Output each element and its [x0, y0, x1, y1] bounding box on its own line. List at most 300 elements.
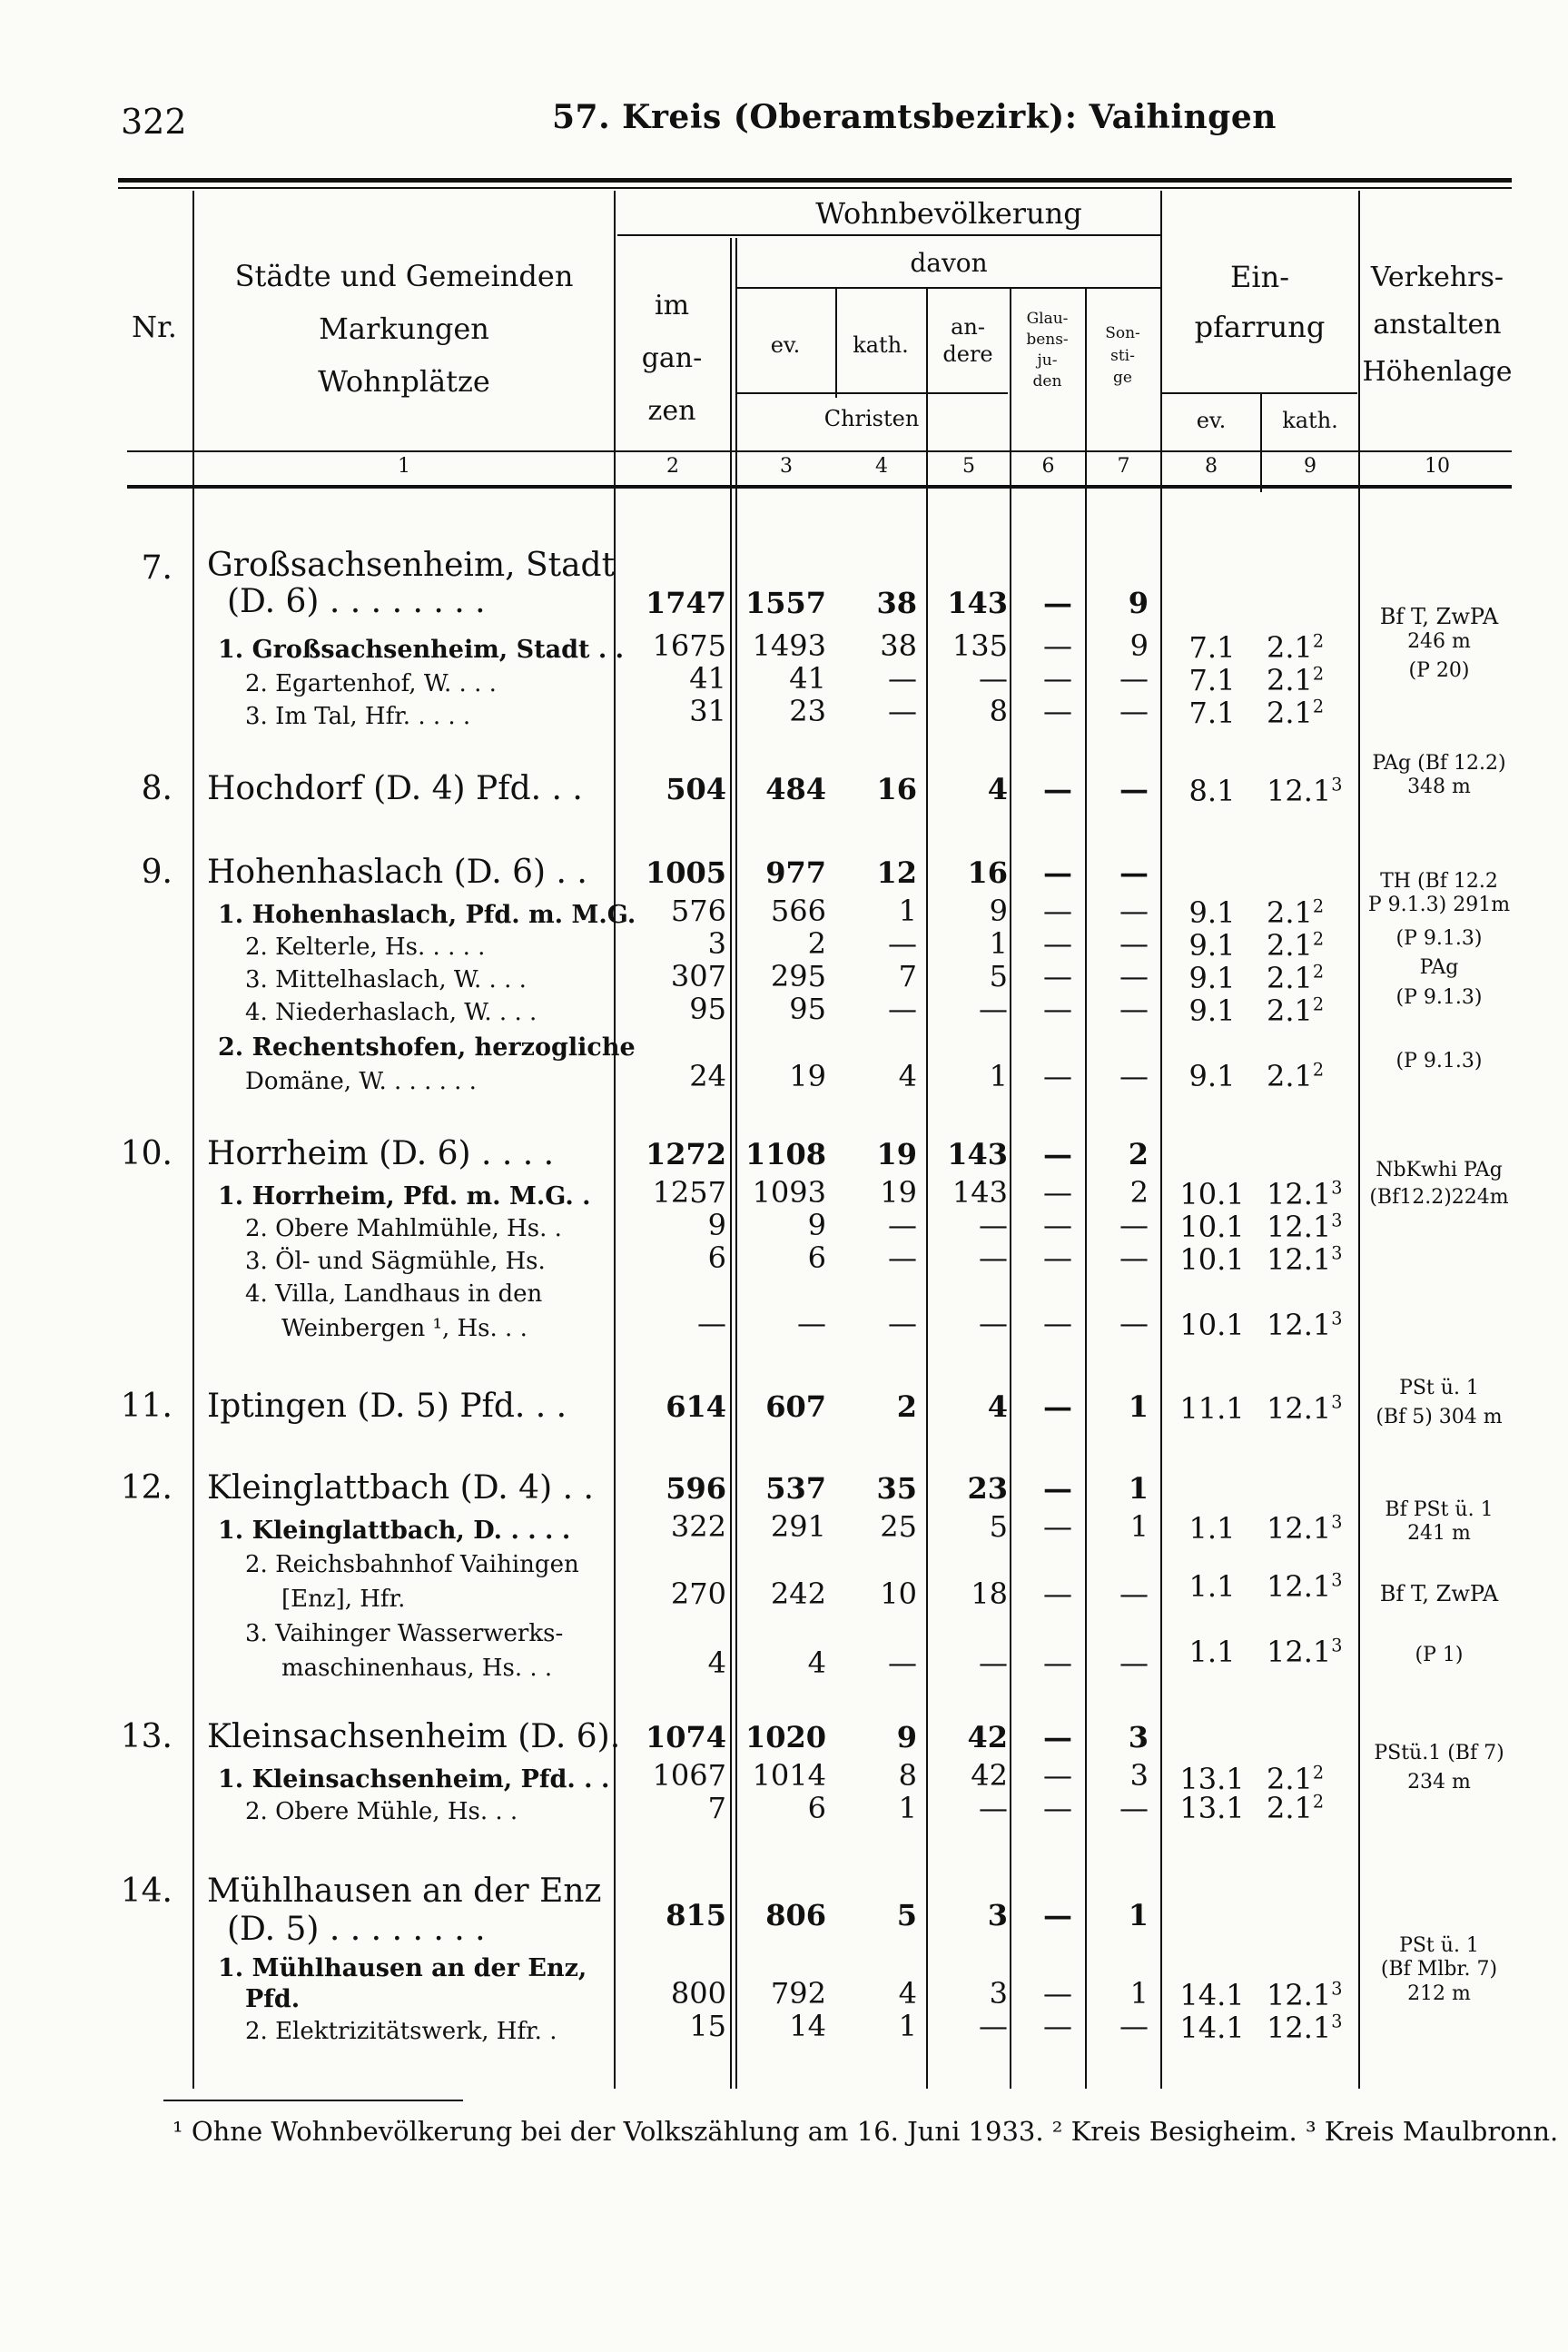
einpf-kath-value: 2.1 [1267, 928, 1313, 963]
footnote-ref: 2 [1312, 961, 1325, 983]
cell-juden: — [1043, 2009, 1072, 2043]
einpf-kath-value: 12.1 [1267, 1569, 1332, 1604]
cell-einpf-kath [1267, 774, 1362, 808]
cell-ev: 607 [765, 1389, 826, 1424]
verkehr-l3: 212 m [1407, 1981, 1471, 2005]
cell-sonstige: — [1119, 855, 1149, 890]
cell-juden: — [1043, 1137, 1072, 1171]
cell-im-ganzen: 576 [670, 894, 726, 928]
cell-einpf-ev: 13.1 [1179, 1762, 1245, 1796]
gemeinde-name: Hochdorf (D. 4) Pfd. . . [207, 770, 583, 807]
cell-ev: 1014 [752, 1758, 826, 1793]
cell-sonstige: — [1119, 1240, 1149, 1275]
cell-kath: 10 [880, 1576, 917, 1611]
cell-andere: 135 [952, 628, 1008, 663]
wohnplatz-name-cont: [Enz], Hfr. [281, 1586, 406, 1613]
wohnplatz-name-cont: Weinbergen ¹, Hs. . . [281, 1315, 528, 1342]
cell-ev: 41 [789, 661, 826, 696]
cell-juden: — [1043, 1976, 1072, 2011]
cell-kath: 1 [898, 1791, 917, 1825]
cell-im-ganzen: 800 [670, 1976, 726, 2011]
cell-einpf-kath [1267, 2011, 1362, 2045]
header-im-ganzen-l3: zen [647, 395, 696, 427]
header-im-ganzen [617, 280, 726, 438]
cell-juden: — [1043, 1758, 1072, 1793]
wohnplatz-name: 4. Villa, Landhaus in den [245, 1280, 543, 1308]
verkehr-l2: 241 m [1407, 1522, 1471, 1546]
cell-ev: 1093 [752, 1175, 826, 1210]
page-number: 322 [121, 102, 187, 142]
verkehr-info [1362, 1742, 1516, 1795]
cell-kath: — [888, 694, 917, 728]
verkehr-info [1362, 752, 1516, 800]
cell-einpf-kath [1267, 1177, 1362, 1211]
entry-number: 10. [120, 1135, 173, 1172]
verkehr-l2: (Bf Mlbr. 7) [1380, 1958, 1498, 1981]
einpf-kath-value: 2.1 [1267, 1762, 1313, 1796]
header-kath: kath. [853, 332, 909, 358]
cell-kath: 35 [876, 1471, 917, 1506]
wohnplatz-name: 2. Elektrizitätswerk, Hfr. . [245, 2018, 557, 2045]
cell-sonstige: 2 [1128, 1137, 1149, 1171]
einpf-kath-value: 12.1 [1267, 1978, 1332, 2012]
cell-einpf-ev: 10.1 [1179, 1242, 1245, 1277]
cell-andere: 42 [971, 1758, 1008, 1793]
cell-kath: 16 [876, 772, 917, 806]
gemeinde-name: Großsachsenheim, Stadt [207, 547, 616, 584]
page-title: 57. Kreis (Oberamtsbezirk): Vaihingen [552, 98, 1277, 136]
cell-einpf-ev: 9.1 [1188, 928, 1236, 963]
footnote-ref: 2 [1312, 928, 1325, 950]
cell-im-ganzen: 596 [666, 1471, 726, 1506]
einpf-kath-value: 2.1 [1267, 895, 1313, 930]
rule-christen [735, 392, 1008, 394]
cell-andere: 5 [989, 959, 1008, 993]
cell-im-ganzen: 6 [707, 1240, 726, 1275]
cell-andere: 4 [987, 1389, 1008, 1424]
cell-ev: 1108 [745, 1137, 826, 1171]
cell-ev: 537 [765, 1471, 826, 1506]
cell-ev: 2 [807, 926, 826, 961]
entry-number: 7. [141, 549, 173, 587]
header-glaubensjuden-l1: Glau- [1026, 310, 1069, 328]
cell-sonstige: 2 [1129, 1175, 1149, 1210]
cell-ev: 1020 [745, 1720, 826, 1754]
wohnplatz-name-cont: Pfd. [245, 1985, 301, 2013]
verkehr-l1: Bf PSt ü. 1 [1385, 1498, 1494, 1521]
cell-sonstige: 1 [1128, 1898, 1149, 1932]
cell-ev: 977 [765, 855, 826, 890]
cell-einpf-kath [1267, 1791, 1362, 1825]
footnote-ref: 2 [1312, 696, 1325, 717]
cell-einpf-kath [1267, 1511, 1362, 1546]
cell-andere: — [979, 661, 1008, 696]
footnote-ref: 3 [1331, 1511, 1343, 1533]
verkehr-l1: PAg (Bf 12.2) [1372, 752, 1506, 775]
cell-sonstige: — [1119, 1645, 1149, 1680]
einpf-kath-value: 12.1 [1267, 1177, 1332, 1211]
einpf-kath-value: 2.1 [1267, 1791, 1313, 1825]
cell-einpf-ev: 10.1 [1179, 1177, 1245, 1211]
einpf-kath-value: 2.1 [1267, 696, 1313, 730]
footnote: ¹ Ohne Wohnbevölkerung bei der Volkszählung am 16. Juni 1933. ² Kreis Besigheim. ³ Kreis Maulbronn. [173, 2116, 1559, 2147]
cell-kath: 5 [896, 1898, 917, 1932]
verkehr-l2: 348 m [1407, 776, 1471, 799]
wohnplatz-name: 2. Obere Mahlmühle, Hs. . [245, 1215, 562, 1242]
cell-im-ganzen: 322 [670, 1509, 726, 1544]
verkehr-l2: 234 m [1407, 1771, 1471, 1794]
cell-kath: 7 [898, 959, 917, 993]
cell-kath: 2 [896, 1389, 917, 1424]
cell-einpf-ev: 10.1 [1179, 1308, 1245, 1342]
verkehr-l1: PStü.1 (Bf 7) [1374, 1742, 1504, 1764]
colnum-6: 6 [1041, 455, 1055, 478]
cell-andere: — [979, 1208, 1008, 1242]
cell-ev: 19 [789, 1059, 826, 1093]
cell-einpf-ev: 8.1 [1188, 774, 1236, 808]
einpf-kath-value: 12.1 [1267, 1391, 1332, 1426]
cell-einpf-ev: 7.1 [1188, 630, 1236, 665]
einpf-kath-value: 12.1 [1267, 1308, 1332, 1342]
header-col1-l2: Markungen [319, 311, 489, 346]
cell-kath: — [888, 1306, 917, 1340]
rule-colnum-bottom [127, 485, 1512, 489]
cell-ev: 242 [770, 1576, 826, 1611]
cell-andere: 143 [947, 1137, 1008, 1171]
cell-einpf-kath [1267, 1242, 1362, 1277]
cell-ev: 95 [789, 992, 826, 1026]
header-einpfarrung-l2: pfarrung [1194, 310, 1326, 344]
verkehr-info [1362, 1934, 1516, 2006]
cell-im-ganzen: 614 [666, 1389, 726, 1424]
cell-kath: 9 [896, 1720, 917, 1754]
einpf-kath-value: 2.1 [1267, 993, 1313, 1028]
header-im-ganzen-l2: gan- [641, 342, 703, 374]
cell-einpf-kath [1267, 993, 1362, 1028]
cell-sonstige: — [1119, 959, 1149, 993]
cell-kath: 38 [876, 586, 917, 620]
header-col1 [204, 250, 604, 408]
cell-sonstige: — [1119, 1791, 1149, 1825]
einpf-kath-value: 2.1 [1267, 961, 1313, 995]
cell-juden: — [1043, 1175, 1072, 1210]
vrule-6 [1010, 289, 1011, 2089]
entry-number: 9. [141, 854, 173, 891]
cell-im-ganzen: 3 [707, 926, 726, 961]
cell-andere: — [979, 1645, 1008, 1680]
verkehr-l1: PSt ü. 1 [1399, 1934, 1479, 1957]
cell-im-ganzen: 41 [689, 661, 726, 696]
header-sonstige-l3: ge [1113, 369, 1132, 388]
wohnplatz-name: 3. Im Tal, Hfr. . . . . [245, 703, 471, 730]
rule-footnote [163, 2100, 463, 2101]
wohnplatz-name: 1. Mühlhausen an der Enz, [218, 1954, 587, 1982]
cell-kath: 19 [876, 1137, 917, 1171]
colnum-1: 1 [398, 455, 410, 478]
footnote-ref: 3 [1331, 1391, 1343, 1413]
cell-sonstige: — [1119, 1576, 1149, 1611]
cell-einpf-ev: 9.1 [1188, 895, 1236, 930]
cell-im-ganzen: — [697, 1306, 726, 1340]
cell-andere: 16 [967, 855, 1008, 890]
cell-andere: 8 [989, 694, 1008, 728]
footnote-ref: 2 [1312, 663, 1325, 685]
colnum-9: 9 [1304, 455, 1317, 478]
cell-juden: — [1043, 628, 1072, 663]
cell-juden: — [1043, 586, 1072, 620]
cell-sonstige: — [1119, 2009, 1149, 2043]
footnote-ref: 2 [1312, 993, 1325, 1015]
cell-im-ganzen: 270 [670, 1576, 726, 1611]
cell-einpf-ev: 14.1 [1179, 1978, 1245, 2012]
colnum-5: 5 [962, 455, 975, 478]
footnote-ref: 2 [1312, 1791, 1325, 1813]
header-col1-l1: Städte und Gemeinden [234, 259, 574, 293]
cell-sonstige: — [1119, 992, 1149, 1026]
cell-sonstige: 1 [1129, 1976, 1149, 2011]
wohnplatz-name-cont: Domäne, W. . . . . . . [245, 1068, 477, 1095]
header-sonstige-l1: Son- [1105, 324, 1140, 342]
wohnplatz-name: 1. Großsachsenheim, Stadt . . [218, 636, 625, 664]
header-verkehr-l3: Höhenlage [1362, 356, 1513, 388]
colnum-4: 4 [875, 455, 888, 478]
cell-ev: 291 [770, 1509, 826, 1544]
cell-im-ganzen: 1074 [645, 1720, 726, 1754]
cell-andere: 5 [989, 1509, 1008, 1544]
cell-sonstige: — [1119, 1059, 1149, 1093]
header-sonstige-l2: sti- [1110, 346, 1135, 365]
cell-ev: 1557 [745, 586, 826, 620]
verkehr-l1: TH (Bf 12.2 [1380, 870, 1498, 893]
cell-einpf-ev: 1.1 [1188, 1511, 1236, 1546]
header-col1-l3: Wohnplätze [318, 364, 490, 399]
cell-einpf-ev: 9.1 [1188, 961, 1236, 995]
verkehr-l2: (Bf 5) 304 m [1376, 1406, 1503, 1429]
verkehr-l5: (P 9.1.3) [1395, 985, 1483, 1009]
header-wohnbevoelkerung: Wohnbevölkerung [815, 196, 1082, 231]
cell-ev: 4 [807, 1645, 826, 1680]
cell-andere: 9 [989, 894, 1008, 928]
header-verkehr [1360, 254, 1514, 396]
cell-einpf-kath [1267, 1210, 1362, 1244]
cell-andere: 3 [987, 1898, 1008, 1932]
cell-juden: — [1043, 992, 1072, 1026]
footnote-ref: 2 [1312, 1762, 1325, 1784]
wohnplatz-name: 1. Kleinglattbach, D. . . . . [218, 1517, 571, 1545]
cell-einpf-ev: 11.1 [1179, 1391, 1245, 1426]
cell-kath: — [888, 1645, 917, 1680]
verkehr-l1: PSt ü. 1 [1399, 1377, 1479, 1399]
cell-einpf-ev: 10.1 [1179, 1210, 1245, 1244]
cell-juden: — [1043, 1306, 1072, 1340]
einpf-kath-value: 2.1 [1267, 1059, 1313, 1093]
verkehr-l4: PAg [1419, 956, 1459, 980]
footnote-ref: 3 [1331, 1635, 1343, 1656]
cell-andere: 4 [987, 772, 1008, 806]
header-einpf-kath: kath. [1282, 408, 1338, 433]
einpf-kath-value: 12.1 [1267, 1242, 1332, 1277]
gemeinde-name-cont: (D. 5) . . . . . . . . [227, 1911, 486, 1948]
header-glaubensjuden-l2: bens- [1026, 330, 1069, 349]
cell-einpf-ev: 1.1 [1188, 1569, 1236, 1604]
header-glaubensjuden [1010, 309, 1085, 392]
cell-juden: — [1043, 855, 1072, 890]
cell-ev: — [797, 1306, 826, 1340]
header-andere-l2: dere [942, 341, 993, 367]
verkehr-info [1362, 1498, 1516, 1667]
wohnplatz-name: 4. Niederhaslach, W. . . . [245, 999, 537, 1026]
header-sonstige [1085, 322, 1160, 390]
header-einpf-ev: ev. [1196, 408, 1227, 433]
einpf-kath-value: 12.1 [1267, 1210, 1332, 1244]
verkehr-l3: (P 20) [1408, 659, 1470, 683]
header-davon: davon [910, 248, 988, 278]
cell-andere: — [979, 1240, 1008, 1275]
header-ev: ev. [770, 332, 801, 358]
verkehr-info [1362, 604, 1516, 684]
cell-andere: 42 [967, 1720, 1008, 1754]
cell-juden: — [1043, 1389, 1072, 1424]
verkehr-info [1362, 870, 1516, 1073]
cell-sonstige: — [1119, 926, 1149, 961]
cell-im-ganzen: 1675 [652, 628, 726, 663]
gemeinde-name: Mühlhausen an der Enz [207, 1873, 602, 1910]
rule-davon [735, 287, 1162, 289]
wohnplatz-name: 2. Reichsbahnhof Vaihingen [245, 1551, 579, 1578]
cell-sonstige: 9 [1128, 586, 1149, 620]
rule-head-bottom [127, 450, 1512, 452]
cell-kath: 4 [898, 1059, 917, 1093]
einpf-kath-value: 2.1 [1267, 663, 1313, 697]
cell-im-ganzen: 24 [689, 1059, 726, 1093]
cell-juden: — [1043, 694, 1072, 728]
cell-einpf-kath [1267, 1978, 1362, 2012]
cell-im-ganzen: 815 [666, 1898, 726, 1932]
cell-andere: 1 [989, 1059, 1008, 1093]
footnote-ref: 3 [1331, 1177, 1343, 1199]
wohnplatz-name: 2. Egartenhof, W. . . . [245, 670, 497, 697]
cell-juden: — [1043, 1791, 1072, 1825]
header-glaubensjuden-l4: den [1032, 371, 1062, 390]
cell-andere: 18 [971, 1576, 1008, 1611]
gemeinde-name-cont: (D. 6) . . . . . . . . [227, 583, 486, 620]
cell-juden: — [1043, 1576, 1072, 1611]
einpf-kath-value: 12.1 [1267, 1635, 1332, 1669]
cell-im-ganzen: 7 [707, 1791, 726, 1825]
cell-kath: 38 [880, 628, 917, 663]
cell-kath: 19 [880, 1175, 917, 1210]
cell-sonstige: — [1119, 694, 1149, 728]
verkehr-l6: (P 9.1.3) [1395, 1049, 1483, 1072]
wohnplatz-name-cont: maschinenhaus, Hs. . . [281, 1655, 553, 1682]
wohnplatz-name: 2. Obere Mühle, Hs. . . [245, 1798, 518, 1825]
rule-top-thin [118, 187, 1512, 189]
cell-juden: — [1043, 894, 1072, 928]
cell-kath: 1 [898, 894, 917, 928]
verkehr-info [1362, 1377, 1516, 1430]
cell-juden: — [1043, 1059, 1072, 1093]
vrule-3a [730, 238, 732, 2089]
colnum-3: 3 [780, 455, 793, 478]
header-einpfarrung [1162, 252, 1357, 352]
cell-juden: — [1043, 1509, 1072, 1544]
footnote-ref: 3 [1331, 1210, 1343, 1231]
wohnplatz-name: 3. Öl- und Sägmühle, Hs. [245, 1248, 546, 1275]
cell-einpf-ev: 9.1 [1188, 1059, 1236, 1093]
verkehr-l4: (P 1) [1415, 1643, 1464, 1666]
cell-einpf-kath [1267, 1391, 1362, 1426]
cell-juden: — [1043, 1240, 1072, 1275]
cell-im-ganzen: 15 [689, 2009, 726, 2043]
cell-ev: 23 [789, 694, 826, 728]
cell-einpf-kath [1267, 1059, 1362, 1093]
entry-number: 11. [120, 1388, 173, 1425]
footnote-ref: 2 [1312, 895, 1325, 917]
cell-einpf-ev: 14.1 [1179, 2011, 1245, 2045]
cell-im-ganzen: 95 [689, 992, 726, 1026]
cell-kath: 8 [898, 1758, 917, 1793]
cell-andere: — [979, 992, 1008, 1026]
cell-juden: — [1043, 1720, 1072, 1754]
verkehr-l1: NbKwhi PAg [1376, 1159, 1503, 1181]
colnum-10: 10 [1425, 455, 1450, 478]
cell-im-ganzen: 1257 [652, 1175, 726, 1210]
cell-juden: — [1043, 772, 1072, 806]
cell-einpf-kath [1267, 928, 1362, 963]
einpf-kath-value: 12.1 [1267, 774, 1332, 808]
cell-juden: — [1043, 661, 1072, 696]
gemeinde-name: Kleinglattbach (D. 4) . . [207, 1469, 594, 1507]
cell-andere: 3 [989, 1976, 1008, 2011]
header-glaubensjuden-l3: ju- [1037, 351, 1058, 370]
header-im-ganzen-l1: im [654, 290, 690, 321]
wohnplatz-name: 1. Horrheim, Pfd. m. M.G. . [218, 1182, 591, 1211]
cell-ev: 792 [770, 1976, 826, 2011]
cell-einpf-kath [1267, 1635, 1362, 1669]
cell-einpf-kath [1267, 961, 1362, 995]
cell-einpf-kath [1267, 1308, 1362, 1342]
verkehr-l3: Bf T, ZwPA [1379, 1580, 1499, 1606]
cell-ev: 566 [770, 894, 826, 928]
cell-sonstige: 1 [1129, 1509, 1149, 1544]
cell-ev: 484 [765, 772, 826, 806]
cell-kath: 25 [880, 1509, 917, 1544]
cell-andere: — [979, 1306, 1008, 1340]
cell-sonstige: 1 [1128, 1389, 1149, 1424]
colnum-8: 8 [1205, 455, 1218, 478]
verkehr-l3: (P 9.1.3) [1395, 926, 1483, 950]
cell-im-ganzen: 31 [689, 694, 726, 728]
verkehr-l2: (Bf12.2)224m [1369, 1186, 1509, 1210]
cell-sonstige: — [1119, 661, 1149, 696]
footnote-ref: 3 [1331, 774, 1343, 796]
colnum-2: 2 [666, 455, 679, 478]
cell-kath: — [888, 1240, 917, 1275]
cell-ev: 14 [789, 2009, 826, 2043]
cell-im-ganzen: 504 [666, 772, 726, 806]
cell-kath: — [888, 926, 917, 961]
cell-im-ganzen: 9 [707, 1208, 726, 1242]
header-christen: Christen [823, 406, 920, 431]
cell-andere: 23 [967, 1471, 1008, 1506]
footnote-ref: 2 [1312, 630, 1325, 652]
entry-number: 8. [141, 770, 173, 807]
cell-kath: — [888, 1208, 917, 1242]
wohnplatz-name: 3. Vaihinger Wasserwerks- [245, 1620, 564, 1647]
cell-sonstige: — [1119, 1306, 1149, 1340]
cell-im-ganzen: 1747 [645, 586, 726, 620]
cell-ev: 6 [807, 1240, 826, 1275]
